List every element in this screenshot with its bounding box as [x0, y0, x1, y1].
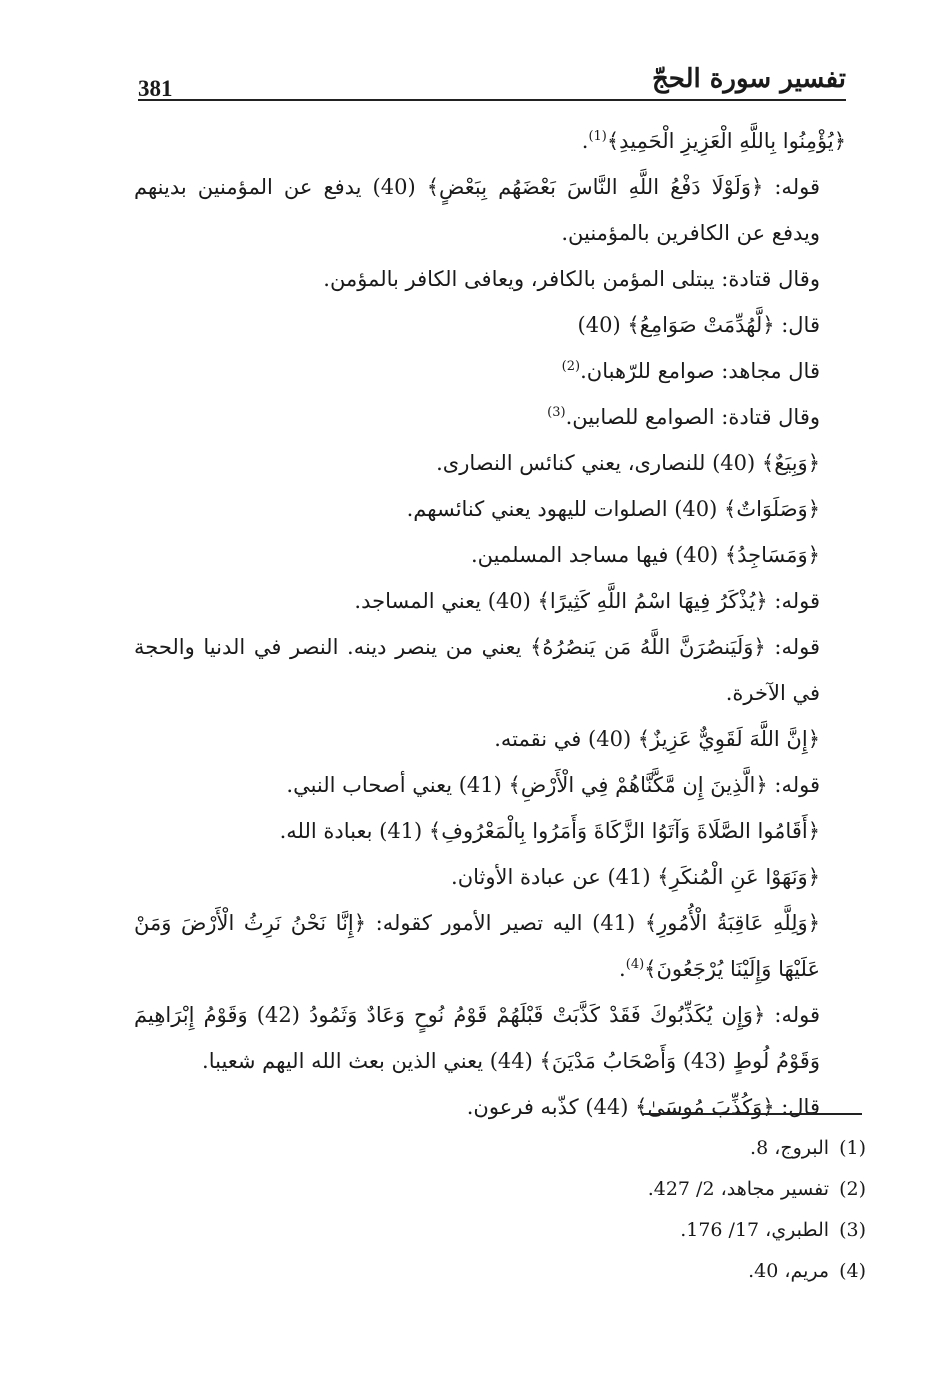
paragraph: قال: ﴿لَّهُدِّمَتْ صَوَامِعُ﴾ (40) [577, 313, 820, 337]
footnote [400, 1169, 866, 1210]
paragraph: ﴿وَبِيَعٌ﴾ (40) للنصارى، يعني كنائس النصارى. [436, 451, 820, 475]
paragraph: قوله: ﴿وَإِن يُكَذِّبُوكَ فَقَدْ كَذَّبَتْ قَبْلَهُمْ قَوْمُ نُوحٍ وَعَادٌ وَثَمُودُ (42) وَقَوْمُ إِبْرَاهِيمَ وَقَوْمُ لُوطٍ (43) وَأَصْحَابُ مَدْيَنَ﴾ (44) يعني الذين بعث الله اليهم شعيبا. [134, 1003, 820, 1073]
footnote-text: البروج، 8. [750, 1137, 830, 1159]
commentary-body [134, 118, 846, 1130]
paragraph: وقال قتادة: الصوامع للصابين.$^{(3)}$ [547, 405, 820, 429]
footnote-ref: (1) [588, 129, 607, 144]
header-divider [138, 99, 846, 101]
footnote [400, 1128, 866, 1169]
paragraph: ﴿إِنَّ اللَّهَ لَقَوِيٌّ عَزِيزٌ﴾ (40) في نقمته. [494, 727, 820, 751]
paragraph: ﴿يُؤْمِنُوا بِاللَّهِ الْعَزِيزِ الْحَمِيدِ﴾$^{(1)}$. [581, 129, 846, 153]
footnote [400, 1251, 866, 1292]
paragraph: قوله: ﴿وَلَوْلَا دَفْعُ اللَّهِ النَّاسَ بَعْضَهُم بِبَعْضٍ﴾ (40) يدفع عن المؤمنين بدينهم ويدفع عن الكافرين بالمؤمنين. [134, 175, 820, 245]
paragraph: قوله: ﴿يُذْكَرُ فِيهَا اسْمُ اللَّهِ كَثِيرًا﴾ (40) يعني المساجد. [354, 589, 820, 613]
paragraph: ﴿أَقَامُوا الصَّلَاةَ وَآتَوُا الزَّكَاةَ وَأَمَرُوا بِالْمَعْرُوفِ﴾ (41) بعبادة الله. [279, 819, 820, 843]
footnote-text: الطبري، 17/ 176. [680, 1219, 830, 1241]
page-number: 381 [138, 76, 173, 101]
paragraph: ﴿وَلِلَّهِ عَاقِبَةُ الْأُمُورِ﴾ (41) اليه تصير الأمور كقوله: ﴿إِنَّا نَحْنُ نَرِثُ الْأَرْضَ وَمَنْ عَلَيْهَا وَإِلَيْنَا يُرْجَعُونَ﴾$^{(4)}$. [134, 911, 820, 981]
footnote [400, 1210, 866, 1251]
paragraph: ﴿وَصَلَوَاتٌ﴾ (40) الصلوات لليهود يعني كنائسهم. [406, 497, 820, 521]
footnote-number: (2) [839, 1178, 866, 1200]
paragraph: قوله: ﴿وَلَيَنصُرَنَّ اللَّهُ مَن يَنصُرُهُ﴾ يعني من ينصر دينه. النصر في الدنيا والحجة في الآخرة. [134, 635, 820, 705]
footnote-ref: (4) [625, 957, 645, 972]
footnote-ref: (2) [561, 359, 581, 374]
paragraph: قوله: ﴿الَّذِينَ إِن مَّكَّنَّاهُمْ فِي الْأَرْضِ﴾ (41) يعني أصحاب النبي. [286, 773, 820, 797]
paragraph: ﴿وَمَسَاجِدُ﴾ (40) فيها مساجد المسلمين. [470, 543, 820, 567]
footnote-text: تفسير مجاهد، 2/ 427. [647, 1178, 830, 1200]
paragraph: قال مجاهد: صوامع للرّهبان.$^{(2)}$ [561, 359, 820, 383]
running-title: تفسير سورة الحجّ [652, 64, 846, 94]
footnotes [400, 1128, 866, 1292]
paragraph: قال: ﴿وَكُذِّبَ مُوسَىٰ﴾ (44) كذّبه فرعون. [466, 1095, 820, 1119]
footnote-divider [642, 1113, 862, 1115]
footnote-ref: (3) [547, 405, 566, 420]
footnote-number: (3) [839, 1219, 866, 1241]
footnote-number: (1) [839, 1137, 866, 1159]
footnote-text: مريم، 40. [748, 1260, 830, 1282]
footnote-number: (4) [839, 1260, 866, 1282]
verse-text: ﴿يُؤْمِنُوا بِاللَّهِ الْعَزِيزِ الْحَمِيدِ﴾ [606, 129, 846, 153]
page-header [138, 60, 846, 100]
paragraph: وقال قتادة: يبتلى المؤمن بالكافر، ويعافى الكافر بالمؤمن. [323, 267, 820, 291]
paragraph: ﴿وَنَهَوْا عَنِ الْمُنكَرِ﴾ (41) عن عبادة الأوثان. [451, 865, 820, 889]
